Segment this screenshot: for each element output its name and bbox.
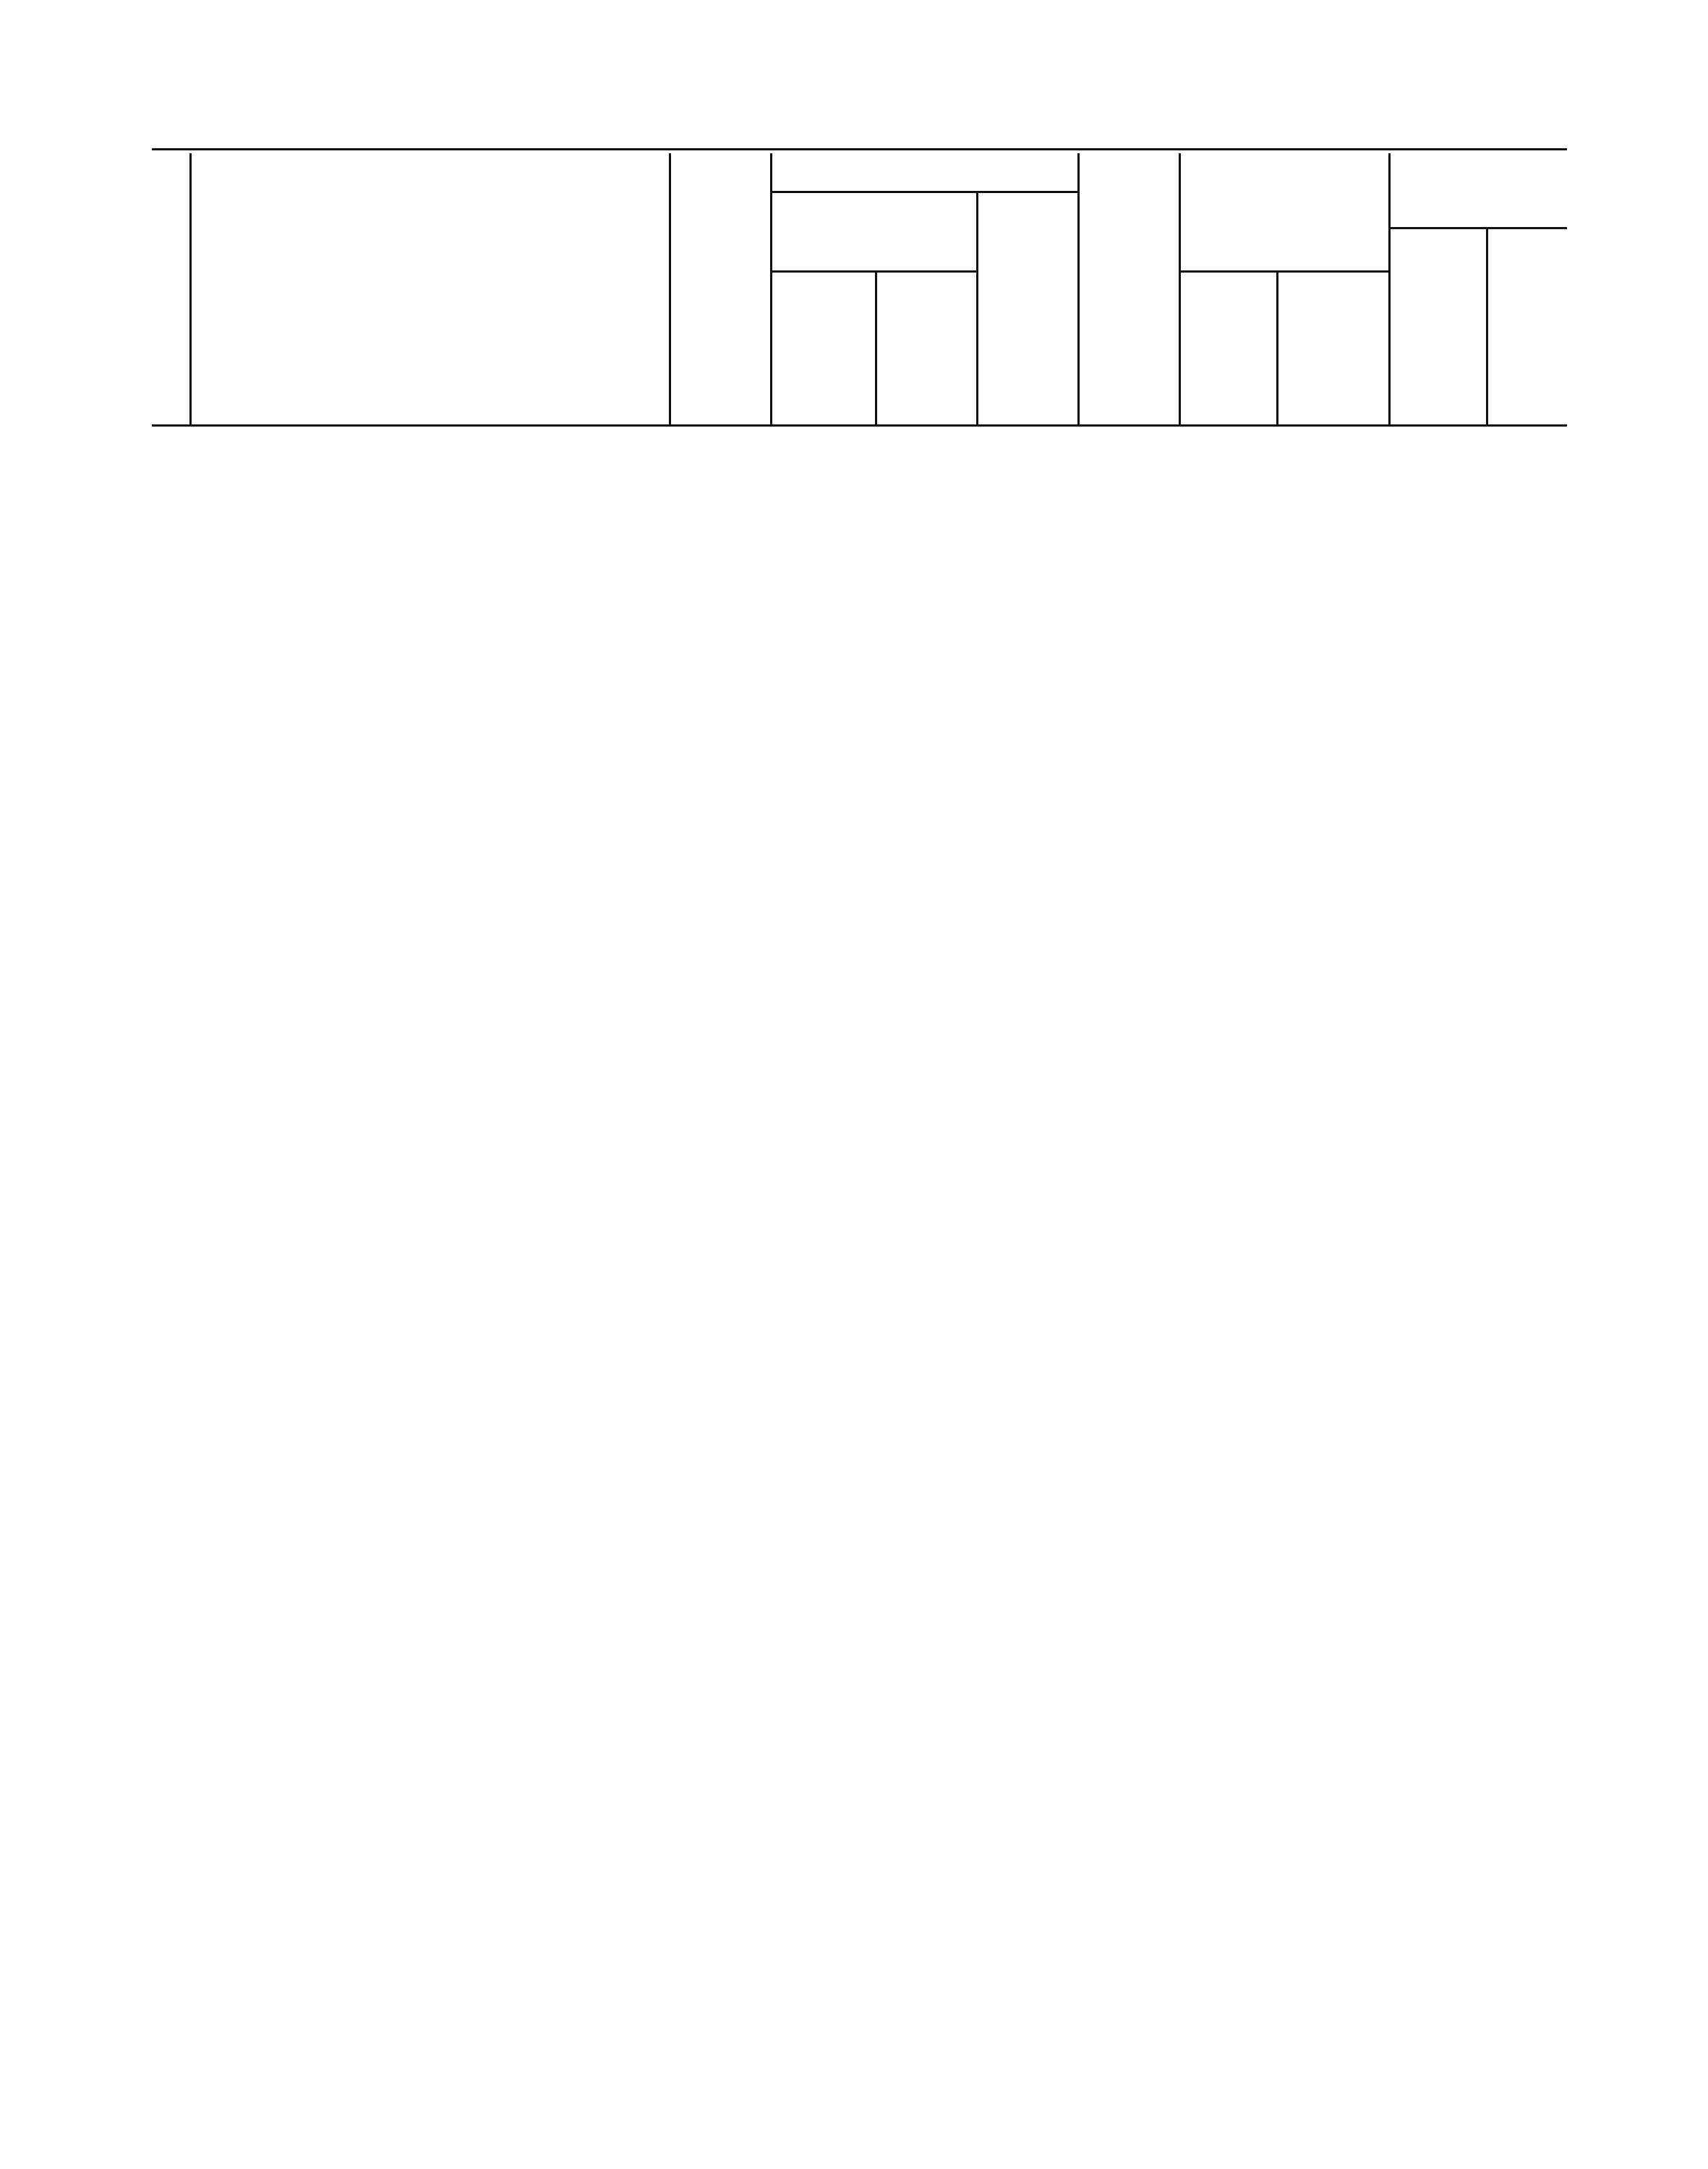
col-divider bbox=[1276, 273, 1278, 427]
col-divider bbox=[976, 193, 978, 427]
col-divider bbox=[669, 153, 671, 427]
header-rule bbox=[1388, 227, 1567, 229]
header-top-rule bbox=[152, 148, 1567, 150]
col-divider bbox=[1486, 229, 1488, 427]
header-rule bbox=[1179, 270, 1388, 273]
col-divider bbox=[189, 153, 192, 427]
table-header bbox=[152, 153, 1567, 428]
col-divider bbox=[875, 273, 877, 427]
col-divider bbox=[1179, 153, 1181, 427]
header-rule bbox=[770, 191, 1077, 193]
header-rule bbox=[770, 270, 976, 273]
col-divider bbox=[770, 153, 772, 427]
col-divider bbox=[1388, 153, 1391, 427]
header-bottom-rule bbox=[152, 424, 1567, 427]
col-divider bbox=[1077, 153, 1080, 427]
